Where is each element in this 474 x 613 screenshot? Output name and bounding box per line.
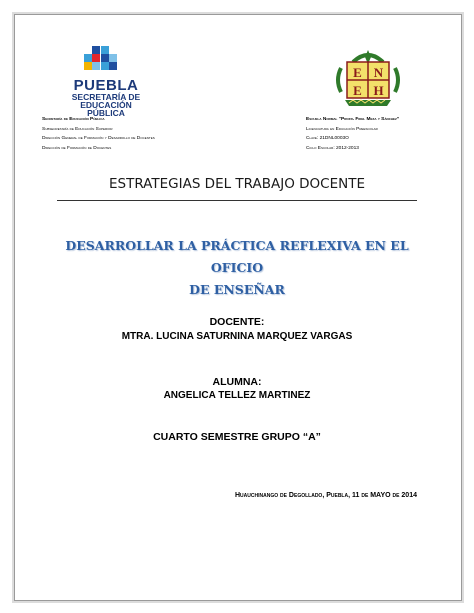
right-line-1: Escuela Normal “Profr. Fidel Meza y Sánchez”: [306, 117, 400, 122]
eneh-logo-icon: [333, 48, 403, 110]
left-line-4: Dirección de Formación de Docentes: [42, 145, 112, 151]
document-subtitle: [50, 235, 424, 301]
semester-group: CUARTO SEMESTRE GRUPO “A”: [153, 431, 321, 443]
document-title: ESTRATEGIAS DEL TRABAJO DOCENTE: [109, 176, 365, 192]
svg-text:H: H: [373, 83, 384, 98]
subtitle-line-1: DESARROLLAR LA PRÁCTICA REFLEXIVA EN EL OFICIO: [65, 238, 409, 275]
docente-name: MTRA. LUCINA SATURNINA MARQUEZ VARGAS: [121, 331, 353, 342]
puebla-subtitle-2: EDUCACIÓN PÚBLICA: [80, 100, 132, 118]
left-line-2: Subsecretaría de Educación Superior: [42, 126, 113, 132]
alumna-name: ANGELICA TELLEZ MARTINEZ: [163, 390, 311, 401]
right-line-3: Clave: 21DNL0003O: [306, 136, 349, 141]
right-line-4: Ciclo Escolar: 2012-2013: [306, 145, 359, 151]
title-divider: [57, 200, 417, 201]
right-header-block: [306, 115, 456, 153]
left-line-1: Secretaría de Educación Pública: [42, 117, 105, 122]
docente-label: DOCENTE:: [209, 316, 265, 328]
puebla-logo-text: [66, 78, 146, 117]
alumna-label: ALUMNA:: [212, 376, 262, 388]
svg-text:E: E: [353, 65, 362, 80]
left-header-block: [42, 115, 242, 153]
puebla-subtitle-1: SECRETARÍA DE: [71, 92, 141, 102]
svg-text:N: N: [373, 65, 384, 80]
subtitle-line-2: DE ENSEÑAR: [189, 282, 285, 297]
right-line-2: Licenciatura en Educación Preescolar: [306, 126, 378, 132]
svg-text:E: E: [353, 83, 362, 98]
left-line-3: Dirección General de Formación y Desarrollo de Docentes: [42, 136, 155, 141]
place-date: Huauchinango de Degollado, Puebla, 11 de MAYO de 2014: [234, 492, 417, 499]
puebla-name: PUEBLA: [73, 77, 139, 94]
